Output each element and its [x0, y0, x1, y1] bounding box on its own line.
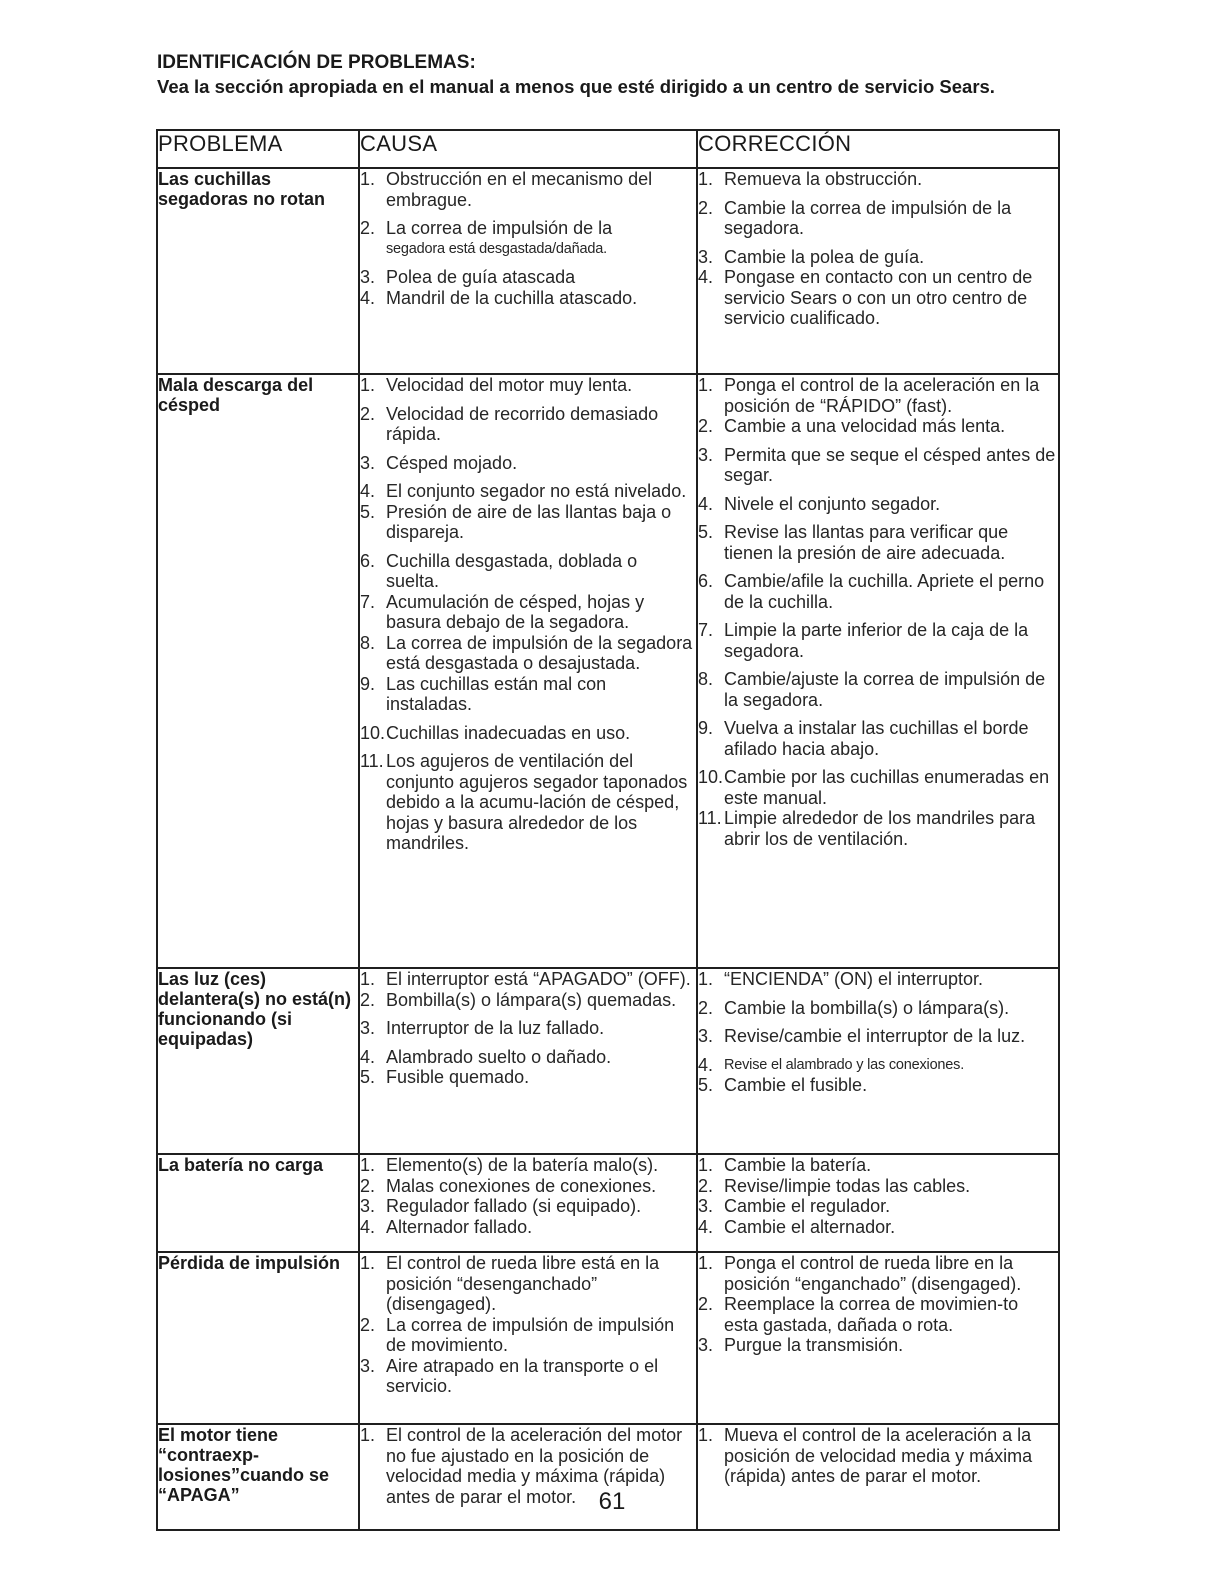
- heading-subtitle: Vea la sección apropiada en el manual a menos que esté dirigido a un centro de servicio Sears.: [157, 76, 995, 97]
- page-number: 61: [598, 1488, 626, 1515]
- correction-item: [698, 1253, 1058, 1294]
- problem-cell: La batería no carga: [157, 1154, 359, 1252]
- item-number: 2.: [360, 218, 376, 238]
- table-row: [157, 1252, 1059, 1424]
- correction-item: [698, 718, 1058, 759]
- item-number: 5.: [698, 1075, 714, 1095]
- cause-item: [360, 969, 696, 990]
- item-number: 2.: [360, 1314, 376, 1335]
- correction-cell: [697, 374, 1059, 968]
- correction-item: [698, 571, 1058, 612]
- item-text: Alambrado suelto o dañado.: [386, 1046, 612, 1067]
- item-text: Pongase en contacto con un centro de servicio Sears o con un otro centro de servicio cualificado.: [724, 267, 1033, 328]
- correction-list: [698, 969, 1058, 1096]
- item-number: 1.: [698, 375, 714, 395]
- cause-item: [360, 404, 696, 445]
- cause-item: [360, 453, 696, 474]
- item-number: 1.: [698, 969, 714, 989]
- item-number: 3.: [360, 1018, 376, 1038]
- item-number: 2.: [698, 1294, 714, 1314]
- correction-item: [698, 669, 1058, 710]
- correction-item: [698, 416, 1058, 437]
- cause-item: [360, 1047, 696, 1068]
- item-text: Revise/limpie todas las cables.: [724, 1175, 971, 1196]
- item-text: Aire atrapado en la transporte o el servicio.: [386, 1355, 659, 1396]
- item-text: Regulador fallado (si equipado).: [386, 1196, 642, 1216]
- correction-list: [698, 1425, 1058, 1487]
- item-text: “ENCIENDA” (ON) el interruptor.: [724, 969, 984, 989]
- problem-cell: El motor tiene “contraexp-losiones”cuando se “APAGA”: [157, 1424, 359, 1530]
- item-text: Las cuchillas están mal con instaladas.: [386, 673, 607, 714]
- item-text: Fusible quemado.: [386, 1067, 530, 1087]
- item-text: Los agujeros de ventilación del conjunto agujeros segador taponados debido a la acumu-lación de césped, hojas y basura alrededor de los mandriles.: [386, 751, 688, 853]
- item-text: El interruptor está “APAGADO” (OFF).: [386, 969, 691, 989]
- item-text: Vuelva a instalar las cuchillas el borde afilado hacia abajo.: [724, 718, 1029, 759]
- item-number: 4.: [360, 1216, 376, 1237]
- cause-item: [360, 481, 696, 502]
- problem-cell: Las cuchillas segadoras no rotan: [157, 168, 359, 374]
- item-text: Mueva el control de la aceleración a la posición de velocidad media y máxima (rápida) antes de parar el motor.: [724, 1425, 1033, 1486]
- cause-list: [360, 969, 696, 1088]
- item-number: 3.: [698, 1335, 714, 1355]
- correction-item: [698, 1176, 1058, 1197]
- correction-item: [698, 1425, 1058, 1487]
- item-number: 4.: [360, 287, 376, 308]
- table-row: [157, 1154, 1059, 1252]
- cause-item: [360, 751, 696, 854]
- correction-item: [698, 1026, 1058, 1047]
- cause-item: [360, 551, 696, 592]
- item-text: Velocidad de recorrido demasiado rápida.: [386, 403, 659, 444]
- cause-list: [360, 1155, 696, 1237]
- item-number: 3.: [698, 444, 714, 465]
- item-text: Revise las llantas para verificar que tienen la presión de aire adecuada.: [724, 522, 1009, 563]
- correction-cell: [697, 168, 1059, 374]
- item-text: Cuchillas inadecuadas en uso.: [386, 722, 631, 743]
- item-text: Acumulación de césped, hojas y basura debajo de la segadora.: [386, 591, 645, 632]
- item-number: 4.: [698, 267, 714, 287]
- item-text: El control de la aceleración del motor no fue ajustado en la posición de velocidad media y máxima (rápida) antes de parar el motor.: [386, 1425, 683, 1507]
- correction-list: [698, 375, 1058, 849]
- item-text: Ponga el control de la aceleración en la posición de “RÁPIDO” (fast).: [724, 375, 1040, 416]
- item-text: Cambie el fusible.: [724, 1075, 868, 1095]
- correction-cell: [697, 968, 1059, 1154]
- cause-item: [360, 1253, 696, 1315]
- item-number: 1.: [360, 169, 376, 189]
- item-number: 8.: [698, 669, 714, 689]
- item-number: 11.: [698, 808, 722, 828]
- cause-item: [360, 1155, 696, 1176]
- item-text: Mandril de la cuchilla atascado.: [386, 287, 638, 308]
- cause-item: [360, 239, 696, 260]
- item-number: 3.: [698, 246, 714, 267]
- cause-cell: [359, 1154, 697, 1252]
- item-number: 3.: [360, 452, 376, 473]
- correction-item: [698, 198, 1058, 239]
- item-number: 4.: [360, 481, 376, 501]
- correction-item: [698, 620, 1058, 661]
- item-text: El conjunto segador no está nivelado.: [386, 481, 687, 501]
- item-text: Cambie la polea de guía.: [724, 246, 925, 267]
- cause-item: [360, 674, 696, 715]
- item-number: 1.: [360, 1155, 376, 1175]
- item-text: Purgue la transmisión.: [724, 1335, 904, 1355]
- item-number: 11.: [360, 751, 384, 771]
- item-number: 1.: [360, 969, 376, 989]
- item-text: Interruptor de la luz fallado.: [386, 1018, 605, 1038]
- item-text: Obstrucción en el mecanismo del embrague.: [386, 169, 653, 210]
- item-text: La correa de impulsión de la: [386, 218, 613, 238]
- cause-cell: [359, 1252, 697, 1424]
- heading-title: IDENTIFICACIÓN DE PROBLEMAS:: [157, 52, 476, 73]
- correction-item: [698, 998, 1058, 1019]
- item-number: 4.: [698, 1216, 714, 1237]
- table-row: [157, 168, 1059, 374]
- item-number: 3.: [360, 267, 376, 287]
- correction-item: [698, 1217, 1058, 1238]
- column-header-cause: CAUSA: [359, 130, 697, 168]
- item-text: Limpie alrededor de los mandriles para abrir los de ventilación.: [724, 808, 1036, 849]
- item-text: Remueva la obstrucción.: [724, 169, 923, 189]
- correction-cell: [697, 1252, 1059, 1424]
- item-text: Cambie la bombilla(s) o lámpara(s).: [724, 997, 1010, 1018]
- correction-item: [698, 1196, 1058, 1217]
- item-number: 1.: [698, 1425, 714, 1445]
- item-text: Cambie/afile la cuchilla. Apriete el perno de la cuchilla.: [724, 571, 1045, 612]
- correction-item: [698, 969, 1058, 990]
- item-number: 3.: [698, 1026, 714, 1046]
- item-text: Revise el alambrado y las conexiones.: [724, 1056, 965, 1073]
- table-row: [157, 374, 1059, 968]
- correction-item: [698, 247, 1058, 268]
- item-text: Cambie a una velocidad más lenta.: [724, 416, 1006, 436]
- correction-list: [698, 169, 1058, 329]
- item-number: 1.: [698, 169, 714, 189]
- item-number: 1.: [360, 1425, 376, 1445]
- table-row: [157, 968, 1059, 1154]
- item-number: 2.: [360, 989, 376, 1010]
- item-text: Cambie la batería.: [724, 1155, 872, 1175]
- correction-cell: [697, 1154, 1059, 1252]
- cause-list: [360, 375, 696, 854]
- cause-cell: [359, 168, 697, 374]
- cause-item: [360, 169, 696, 210]
- item-text: Césped mojado.: [386, 452, 518, 473]
- correction-item: [698, 1335, 1058, 1356]
- cause-list: [360, 1253, 696, 1397]
- cause-item: [360, 990, 696, 1011]
- item-number: 2.: [360, 403, 376, 424]
- cause-item: [360, 1018, 696, 1039]
- item-number: 2.: [698, 997, 714, 1018]
- cause-item: [360, 633, 696, 674]
- item-number: 6.: [360, 550, 376, 571]
- correction-item: [698, 494, 1058, 515]
- item-text: Cambie/ajuste la correa de impulsión de la segadora.: [724, 669, 1046, 710]
- cause-item: [360, 1217, 696, 1238]
- item-number: 2.: [698, 197, 714, 218]
- item-text: Velocidad del motor muy lenta.: [386, 375, 633, 395]
- item-number: 1.: [360, 375, 376, 395]
- item-number: [360, 239, 386, 260]
- cause-item: [360, 502, 696, 543]
- item-text: Elemento(s) de la batería malo(s).: [386, 1155, 659, 1175]
- item-number: 7.: [360, 591, 376, 612]
- troubleshooting-table: [156, 129, 1060, 1531]
- cause-item: [360, 218, 696, 239]
- problem-cell: Mala descarga del césped: [157, 374, 359, 968]
- item-text: El control de rueda libre está en la posición “desenganchado” (disengaged).: [386, 1253, 660, 1314]
- item-number: 4.: [698, 1054, 714, 1075]
- item-number: 6.: [698, 571, 714, 591]
- item-number: 2.: [360, 1175, 376, 1196]
- item-number: 1.: [698, 1253, 714, 1273]
- correction-list: [698, 1253, 1058, 1356]
- item-number: 3.: [698, 1196, 714, 1216]
- item-text: Cambie el alternador.: [724, 1216, 896, 1237]
- correction-item: [698, 1155, 1058, 1176]
- item-text: Reemplace la correa de movimien-to esta gastada, dañada o rota.: [724, 1294, 1019, 1335]
- item-number: 5.: [698, 522, 714, 542]
- problem-cell: Pérdida de impulsión: [157, 1252, 359, 1424]
- correction-item: [698, 1055, 1058, 1076]
- item-text: Permita que se seque el césped antes de segar.: [724, 444, 1056, 485]
- table-header-row: [157, 130, 1059, 168]
- cause-item: [360, 1315, 696, 1356]
- item-number: 3.: [360, 1355, 376, 1376]
- correction-list: [698, 1155, 1058, 1237]
- cause-item: [360, 592, 696, 633]
- item-number: 10.: [698, 767, 724, 787]
- item-text: Bombilla(s) o lámpara(s) quemadas.: [386, 989, 677, 1010]
- item-text: Cuchilla desgastada, doblada o suelta.: [386, 550, 638, 591]
- column-header-correction: CORRECCIÓN: [697, 130, 1059, 168]
- item-text: Polea de guía atascada: [386, 267, 576, 287]
- item-number: 4.: [360, 1046, 376, 1067]
- correction-item: [698, 808, 1058, 849]
- item-text: Ponga el control de rueda libre en la posición “enganchado” (disengaged).: [724, 1253, 1022, 1294]
- cause-item: [360, 1176, 696, 1197]
- item-text: La correa de impulsión de la segadora está desgastada o desajustada.: [386, 632, 693, 673]
- item-text: Alternador fallado.: [386, 1216, 533, 1237]
- item-text: segadora está desgastada/dañada.: [386, 240, 607, 257]
- item-number: 9.: [360, 673, 376, 694]
- column-header-problem: PROBLEMA: [157, 130, 359, 168]
- item-number: 9.: [698, 718, 714, 738]
- item-number: 5.: [360, 1067, 376, 1087]
- cause-item: [360, 288, 696, 309]
- cause-item: [360, 1067, 696, 1088]
- item-text: Nivele el conjunto segador.: [724, 493, 941, 514]
- item-number: 7.: [698, 620, 714, 640]
- item-number: 4.: [698, 493, 714, 514]
- cause-item: [360, 1356, 696, 1397]
- item-number: 3.: [360, 1196, 376, 1216]
- item-text: Malas conexiones de conexiones.: [386, 1175, 657, 1196]
- cause-item: [360, 267, 696, 288]
- correction-item: [698, 1294, 1058, 1335]
- item-number: 8.: [360, 632, 376, 653]
- correction-item: [698, 767, 1058, 808]
- item-text: Limpie la parte inferior de la caja de la segadora.: [724, 620, 1029, 661]
- correction-item: [698, 522, 1058, 563]
- item-text: Presión de aire de las llantas baja o dispareja.: [386, 501, 672, 542]
- item-number: 5.: [360, 501, 376, 522]
- item-text: Cambie la correa de impulsión de la segadora.: [724, 197, 1012, 238]
- cause-list: [360, 169, 696, 308]
- page-heading: [157, 52, 1057, 96]
- cause-cell: [359, 374, 697, 968]
- problem-cell: Las luz (ces) delantera(s) no está(n) funcionando (si equipadas): [157, 968, 359, 1154]
- correction-item: [698, 169, 1058, 190]
- cause-item: [360, 1196, 696, 1217]
- correction-item: [698, 445, 1058, 486]
- correction-item: [698, 375, 1058, 416]
- correction-item: [698, 267, 1058, 329]
- cause-item: [360, 375, 696, 396]
- item-number: 10.: [360, 722, 386, 743]
- item-number: 2.: [698, 1175, 714, 1196]
- item-number: 2.: [698, 416, 714, 436]
- item-number: 1.: [698, 1155, 714, 1175]
- cause-cell: [359, 968, 697, 1154]
- item-text: La correa de impulsión de impulsión de movimiento.: [386, 1314, 675, 1355]
- item-text: Revise/cambie el interruptor de la luz.: [724, 1026, 1026, 1046]
- item-number: 1.: [360, 1253, 376, 1273]
- item-text: Cambie el regulador.: [724, 1196, 891, 1216]
- item-text: Cambie por las cuchillas enumeradas en este manual.: [724, 767, 1050, 808]
- cause-item: [360, 723, 696, 744]
- correction-item: [698, 1075, 1058, 1096]
